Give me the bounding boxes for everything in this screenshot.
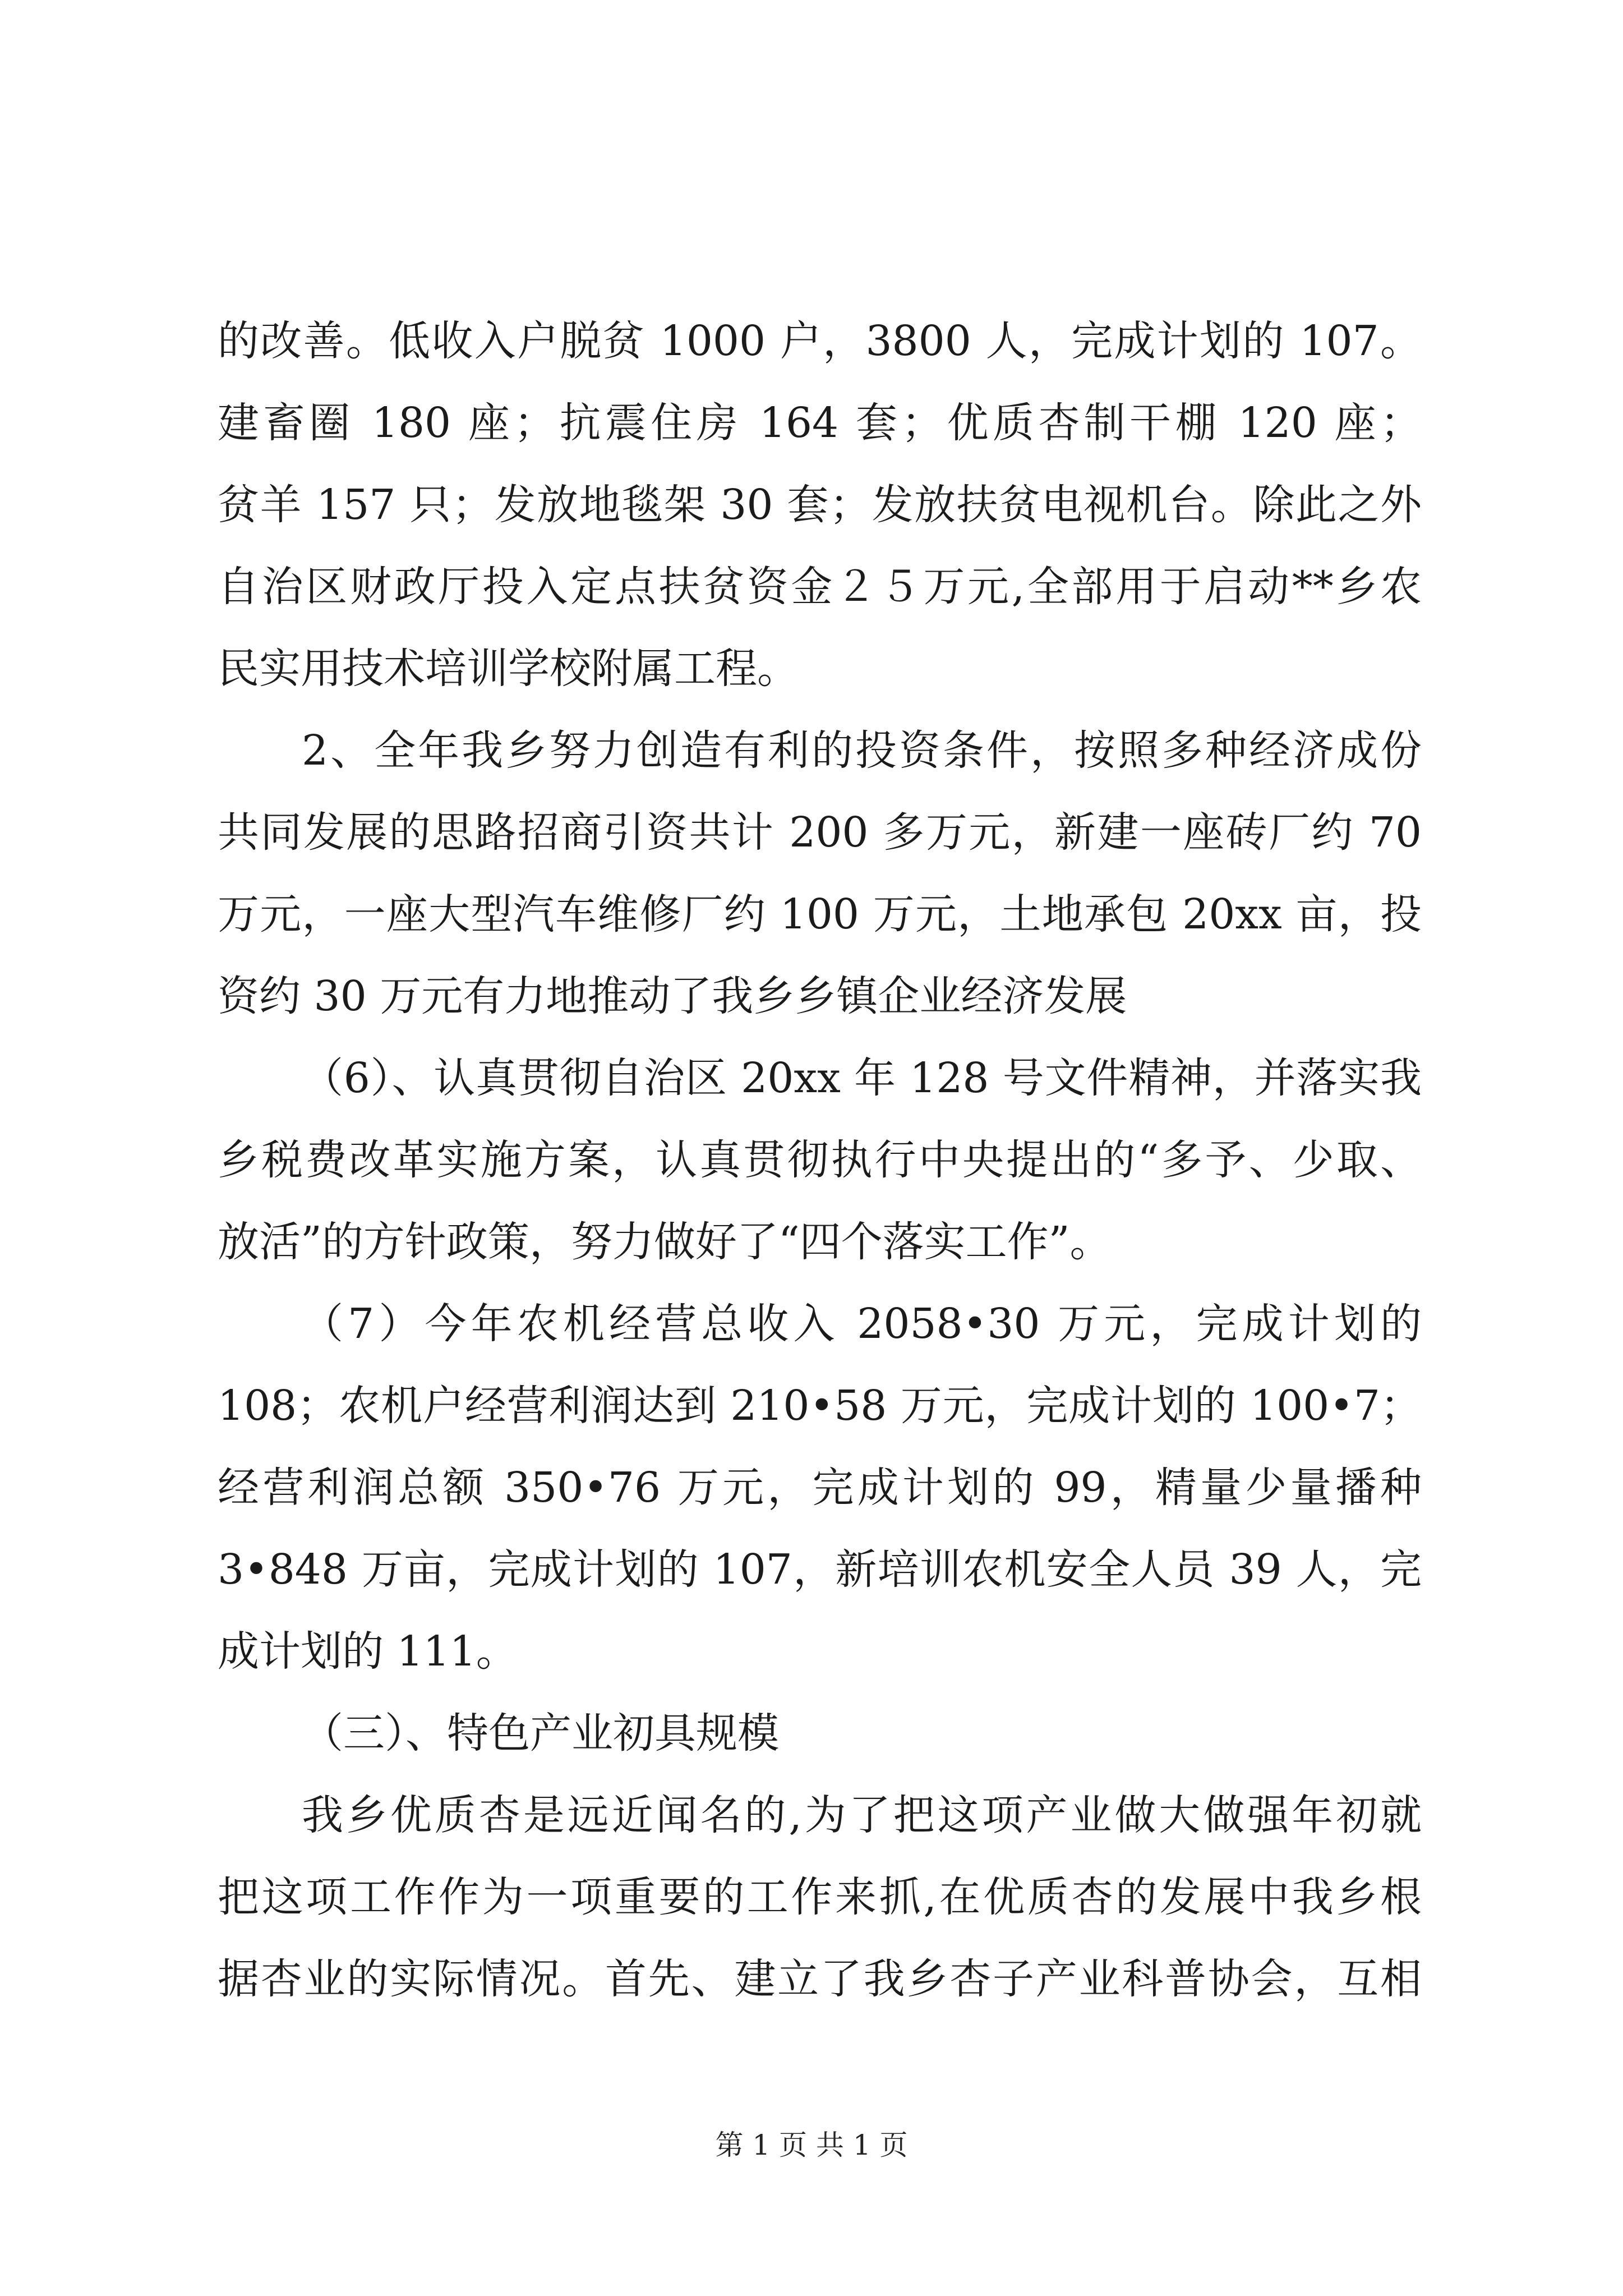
text-line: 民实用技术培训学校附属工程。 <box>218 645 799 693</box>
text-line: （7）今年农机经营总收入 2058•30 万元，完成计划的 <box>302 1300 1422 1348</box>
paragraph-investment <box>218 710 1422 1037</box>
page-footer: 第 1 页 共 1 页 <box>715 2129 908 2161</box>
text-line: 的改善。低收入户脱贫 1000 户，3800 人，完成计划的 107。 <box>218 317 1422 365</box>
text-line: 我乡优质杏是远近闻名的,为了把这项产业做大做强年初就 <box>302 1791 1422 1839</box>
text-line: 据杏业的实际情况。首先、建立了我乡杏子产业科普协会，互相 <box>218 1955 1422 2003</box>
text-line: 建畜圈 180 座；抗震住房 164 套；优质杏制干棚 120 座； <box>218 399 1422 447</box>
text-line: 共同发展的思路招商引资共计 200 多万元，新建一座砖厂约 70 <box>218 808 1422 857</box>
section-heading <box>218 1692 1422 1774</box>
text-line: 万元，一座大型汽车维修厂约 100 万元，土地承包 20xx 亩，投 <box>218 890 1422 938</box>
text-line: 放活”的方针政策，努力做好了“四个落实工作”。 <box>218 1218 1112 1266</box>
text-line: 把这项工作作为一项重要的工作来抓,在优质杏的发展中我乡根 <box>218 1873 1422 1921</box>
text-line: 贫羊 157 只；发放地毯架 30 套；发放扶贫电视机台。除此之外 <box>218 481 1422 529</box>
paragraph-tax-reform <box>218 1037 1422 1283</box>
text-line: 自治区财政厅投入定点扶贫资金２５万元,全部用于启动**乡农 <box>218 563 1422 611</box>
text-line: 2、全年我乡努力创造有利的投资条件，按照多种经济成份 <box>302 726 1422 775</box>
text-line: 108；农机户经营利润达到 210•58 万元，完成计划的 100•7； <box>218 1382 1422 1430</box>
paragraph-apricot-industry <box>218 1774 1422 2020</box>
text-line: 乡税费改革实施方案，认真贯彻执行中央提出的“多予、少取、 <box>218 1136 1422 1184</box>
section-heading-text: （三）、特色产业初具规模 <box>302 1709 779 1757</box>
document-body <box>218 300 1422 2020</box>
paragraph-continued-poverty-relief <box>218 300 1422 710</box>
paragraph-farm-machinery <box>218 1283 1422 1692</box>
text-line: 成计划的 111。 <box>218 1627 518 1676</box>
text-line: 资约 30 万元有力地推动了我乡乡镇企业经济发展 <box>218 972 1127 1020</box>
text-line: （6）、认真贯彻自治区 20xx 年 128 号文件精神，并落实我 <box>302 1054 1422 1102</box>
text-line: 3•848 万亩，完成计划的 107，新培训农机安全人员 39 人，完 <box>218 1545 1422 1594</box>
text-line: 经营利润总额 350•76 万元，完成计划的 99，精量少量播种 <box>218 1464 1422 1512</box>
